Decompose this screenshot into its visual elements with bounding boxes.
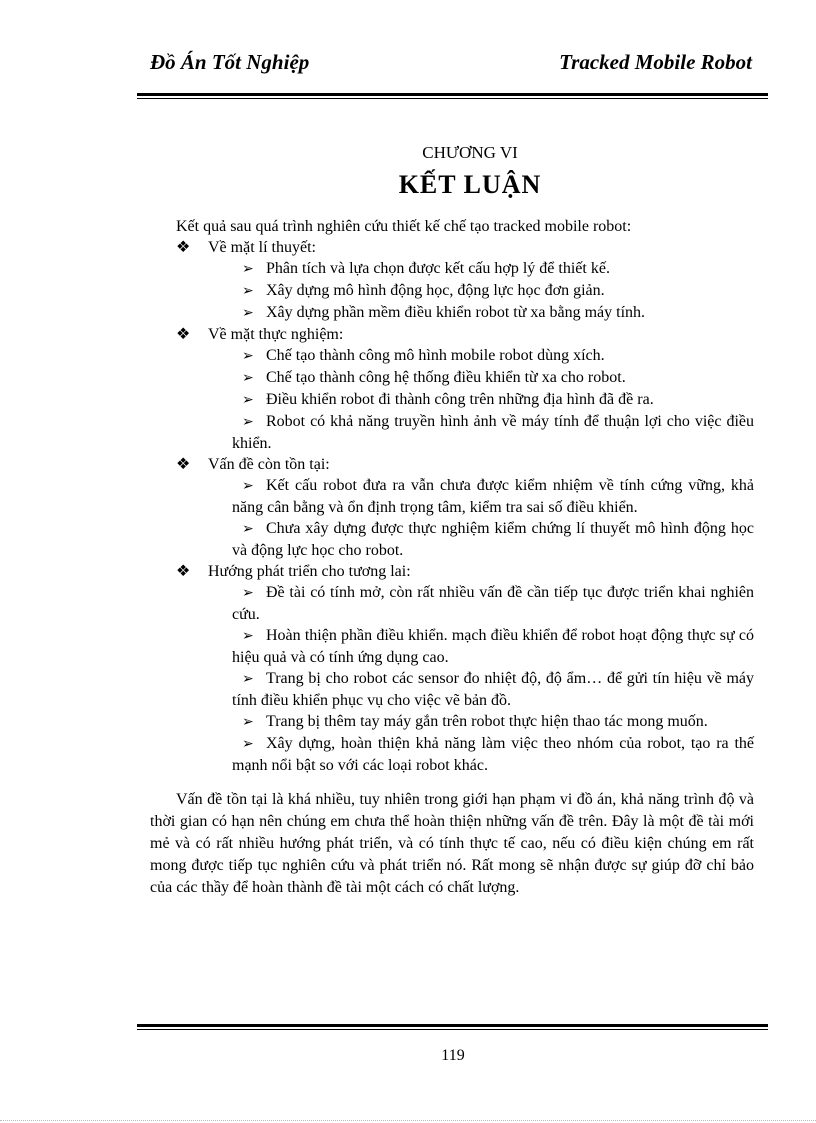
arrowhead-icon: ➢ — [242, 415, 254, 430]
arrowhead-icon: ➢ — [242, 306, 254, 321]
section-issues — [176, 454, 754, 561]
section-heading: ❖ Về mặt thực nghiệm: — [176, 326, 344, 343]
arrowhead-icon: ➢ — [242, 262, 254, 277]
arrowhead-icon: ➢ — [242, 284, 254, 299]
conclusion-paragraph: Vấn đề tồn tại là khá nhiều, tuy nhiên trong giới hạn phạm vi đồ án, khả năng trình độ và thời gian có hạn nên chúng em chưa thể hoàn thiện những vấn đề trên. Đây là một đề tài mới mẻ và có rất nhiều hướng phát triển, và có tính thực tế cao, nếu có điều kiện chúng em rất mong được tiếp tục nghiên cứu và phát triển nó. Rất mong sẽ nhận được sự giúp đỡ chỉ bảo của các thầy để hoàn thành đề tài một cách có chất lượng. — [150, 791, 754, 896]
footer-rule-thin — [137, 1029, 768, 1030]
list-item: ➢ Robot có khả năng truyền hình ảnh về máy tính để thuận lợi cho việc điều khiển. — [232, 413, 754, 452]
list-item: ➢ Điều khiển robot đi thành công trên những địa hình đã đề ra. — [232, 389, 754, 411]
page-number: 119 — [441, 1047, 465, 1064]
footer-rule-thick — [137, 1024, 768, 1027]
section-future — [176, 561, 754, 776]
list-item: ➢ Đề tài có tính mở, còn rất nhiều vấn đề cần tiếp tục được triển khai nghiên cứu. — [232, 584, 754, 623]
list-item: ➢ Trang bị thêm tay máy gắn trên robot thực hiện thao tác mong muốn. — [232, 711, 754, 733]
list-item: ➢ Hoàn thiện phần điều khiển. mạch điều khiển để robot hoạt động thực sự có hiệu quả và có tính ứng dụng cao. — [232, 627, 754, 666]
arrowhead-icon: ➢ — [242, 371, 254, 386]
section-theory — [176, 237, 754, 324]
section-heading: ❖ Vấn đề còn tồn tại: — [176, 456, 330, 473]
header-right-title: Tracked Mobile Robot — [559, 50, 752, 74]
arrowhead-icon: ➢ — [242, 393, 254, 408]
chapter-title: KẾT LUẬN — [398, 170, 542, 199]
section-heading: ❖ Hướng phát triển cho tương lai: — [176, 563, 411, 580]
diamond-star-icon: ❖ — [176, 563, 191, 580]
arrowhead-icon: ➢ — [242, 715, 254, 730]
page-bottom-divider — [0, 1120, 816, 1121]
list-item: ➢ Xây dựng, hoàn thiện khả năng làm việc theo nhóm của robot, tạo ra thế mạnh nổi bật so với các loại robot khác. — [232, 735, 754, 774]
section-items — [232, 475, 754, 561]
intro-text: Kết quả sau quá trình nghiên cứu thiết kế chế tạo tracked mobile robot: — [176, 218, 632, 235]
diamond-star-icon: ❖ — [176, 239, 191, 256]
arrowhead-icon: ➢ — [242, 737, 254, 752]
list-item: ➢ Kết cấu robot đưa ra vẫn chưa được kiểm nhiệm về tính cứng vững, khả năng cân bằng và ổn định trọng tâm, kiểm tra sai số điều khiển. — [232, 477, 754, 516]
list-item: ➢ Trang bị cho robot các sensor đo nhiệt độ, độ ẩm… để gửi tín hiệu về máy tính điều khiển phục vụ cho việc vẽ bản đồ. — [232, 670, 754, 709]
section-items — [232, 258, 754, 324]
header-rule-thick — [137, 93, 768, 96]
arrowhead-icon: ➢ — [242, 522, 254, 537]
chapter-label: CHƯƠNG VI — [422, 143, 518, 162]
arrowhead-icon: ➢ — [242, 586, 254, 601]
section-items — [232, 582, 754, 776]
list-item: ➢ Phân tích và lựa chọn được kết cấu hợp lý để thiết kế. — [232, 258, 754, 280]
list-item: ➢ Chế tạo thành công hệ thống điều khiển từ xa cho robot. — [232, 367, 754, 389]
diamond-star-icon: ❖ — [176, 326, 191, 343]
results-content — [176, 216, 754, 776]
list-item: ➢ Xây dựng phần mềm điều khiển robot từ xa bằng máy tính. — [232, 302, 754, 324]
arrowhead-icon: ➢ — [242, 672, 254, 687]
header-left-title: Đồ Án Tốt Nghiệp — [150, 50, 310, 74]
arrowhead-icon: ➢ — [242, 629, 254, 644]
list-item: ➢ Xây dựng mô hình động học, động lực học đơn giản. — [232, 280, 754, 302]
section-heading: ❖ Về mặt lí thuyết: — [176, 239, 316, 256]
list-item: ➢ Chế tạo thành công mô hình mobile robot dùng xích. — [232, 345, 754, 367]
header-rule-thin — [137, 98, 768, 99]
diamond-star-icon: ❖ — [176, 456, 191, 473]
section-items — [232, 345, 754, 454]
list-item: ➢ Chưa xây dựng được thực nghiệm kiểm chứng lí thuyết mô hình động học và động lực học cho robot. — [232, 520, 754, 559]
arrowhead-icon: ➢ — [242, 479, 254, 494]
arrowhead-icon: ➢ — [242, 349, 254, 364]
section-practice — [176, 324, 754, 454]
